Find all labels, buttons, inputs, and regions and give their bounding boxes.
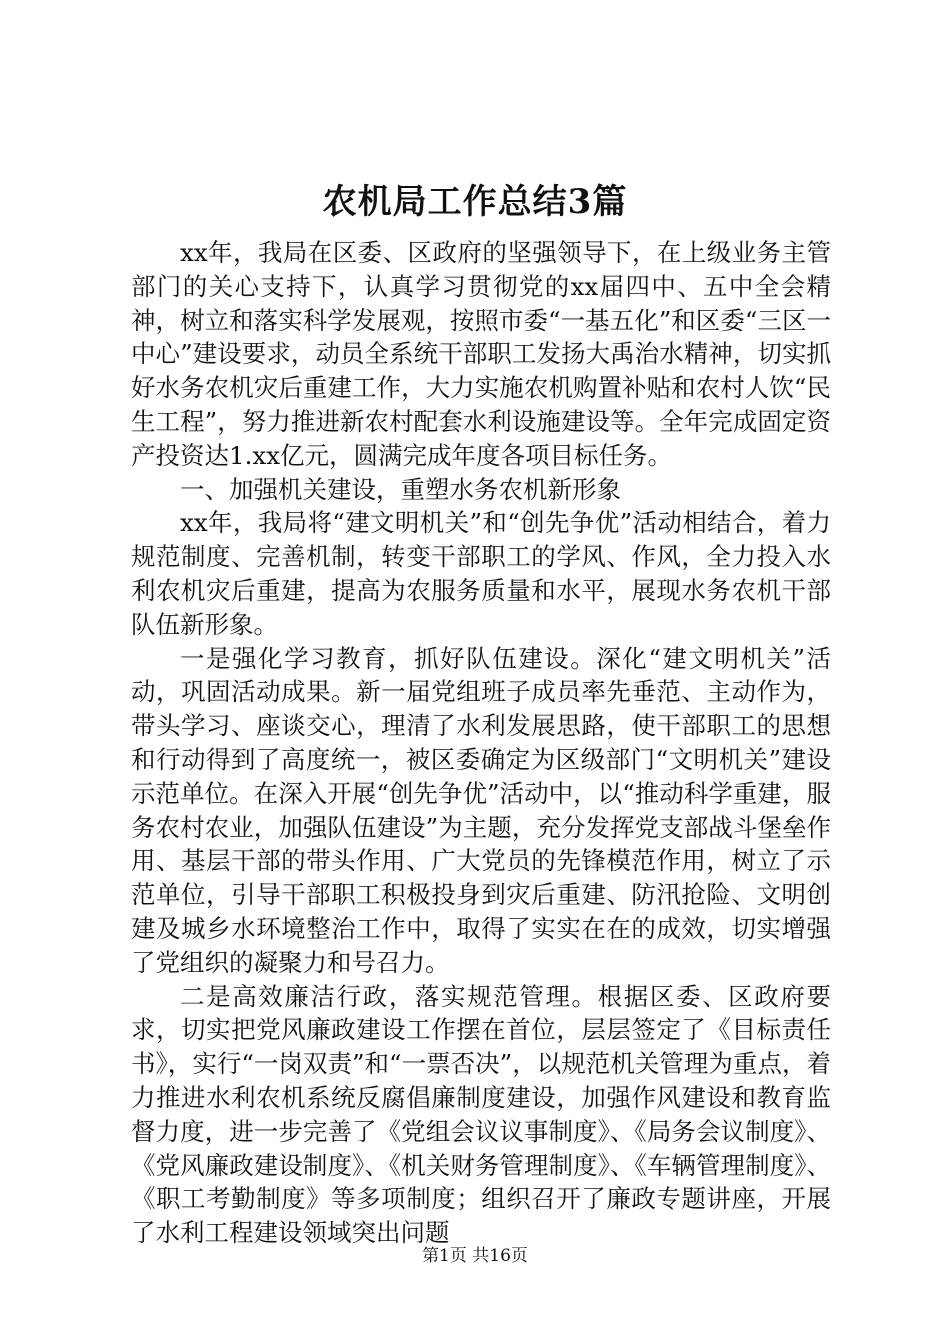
paragraph-intro: xx年，我局在区委、区政府的坚强领导下，在上级业务主管部门的关心支持下，认真学习贯彻党的xx届四中、五中全会精神，树立和落实科学发展观，按照市委“一基五化”和区委“三区一中心”建设要求，动员全系统干部职工发扬大禹治水精神，切实抓好水务农机灾后重建工作，大力实施农机购置补贴和农村人饮“民生工程”，努力推进新农村配套水利设施建设等。全年完成固定资产投资达1.xx亿元，圆满完成年度各项目标任务。 bbox=[131, 238, 831, 470]
document-title: 农机局工作总结3篇 bbox=[322, 182, 628, 222]
document-body bbox=[131, 236, 831, 1250]
paragraph-section-1-intro: xx年，我局将“建文明机关”和“创先争优”活动相结合，着力规范制度、完善机制，转变干部职工的学风、作风，全力投入水利农机灾后重建，提高为农服务质量和水平，展现水务农机干部队伍新形象。 bbox=[131, 508, 831, 639]
page-footer: 第1页 共16页 bbox=[422, 1246, 528, 1266]
paragraph-point-2: 二是高效廉洁行政，落实规范管理。根据区委、区政府要求，切实把党风廉政建设工作摆在首位，层层签定了《目标责任书》，实行“一岗双责”和“一票否决”，以规范机关管理为重点，着力推进水利农机系统反腐倡廉制度建设，加强作风建设和教育监督力度，进一步完善了《党组会议议事制度》、《局务会议制度》、《党风廉政建设制度》、《机关财务管理制度》、《车辆管理制度》、《职工考勤制度》等多项制度；组织召开了廉政专题讲座，开展了水利工程建设领域突出问题 bbox=[131, 981, 831, 1248]
section-heading-1: 一、加强机关建设，重塑水务农机新形象 bbox=[180, 474, 621, 504]
paragraph-point-1: 一是强化学习教育，抓好队伍建设。深化“建文明机关”活动，巩固活动成果。新一届党组班子成员率先垂范、主动作为，带头学习、座谈交心，理清了水利发展思路，使干部职工的思想和行动得到了高度统一，被区委确定为区级部门“文明机关”建设示范单位。在深入开展“创先争优”活动中，以“推动科学重建，服务农村农业，加强队伍建设”为主题，充分发挥党支部战斗堡垒作用、基层干部的带头作用、广大党员的先锋模范作用，树立了示范单位，引导干部职工积极投身到灾后重建、防汛抢险、文明创建及城乡水环境整治工作中，取得了实实在在的成效，切实增强了党组织的凝聚力和号召力。 bbox=[131, 643, 831, 977]
